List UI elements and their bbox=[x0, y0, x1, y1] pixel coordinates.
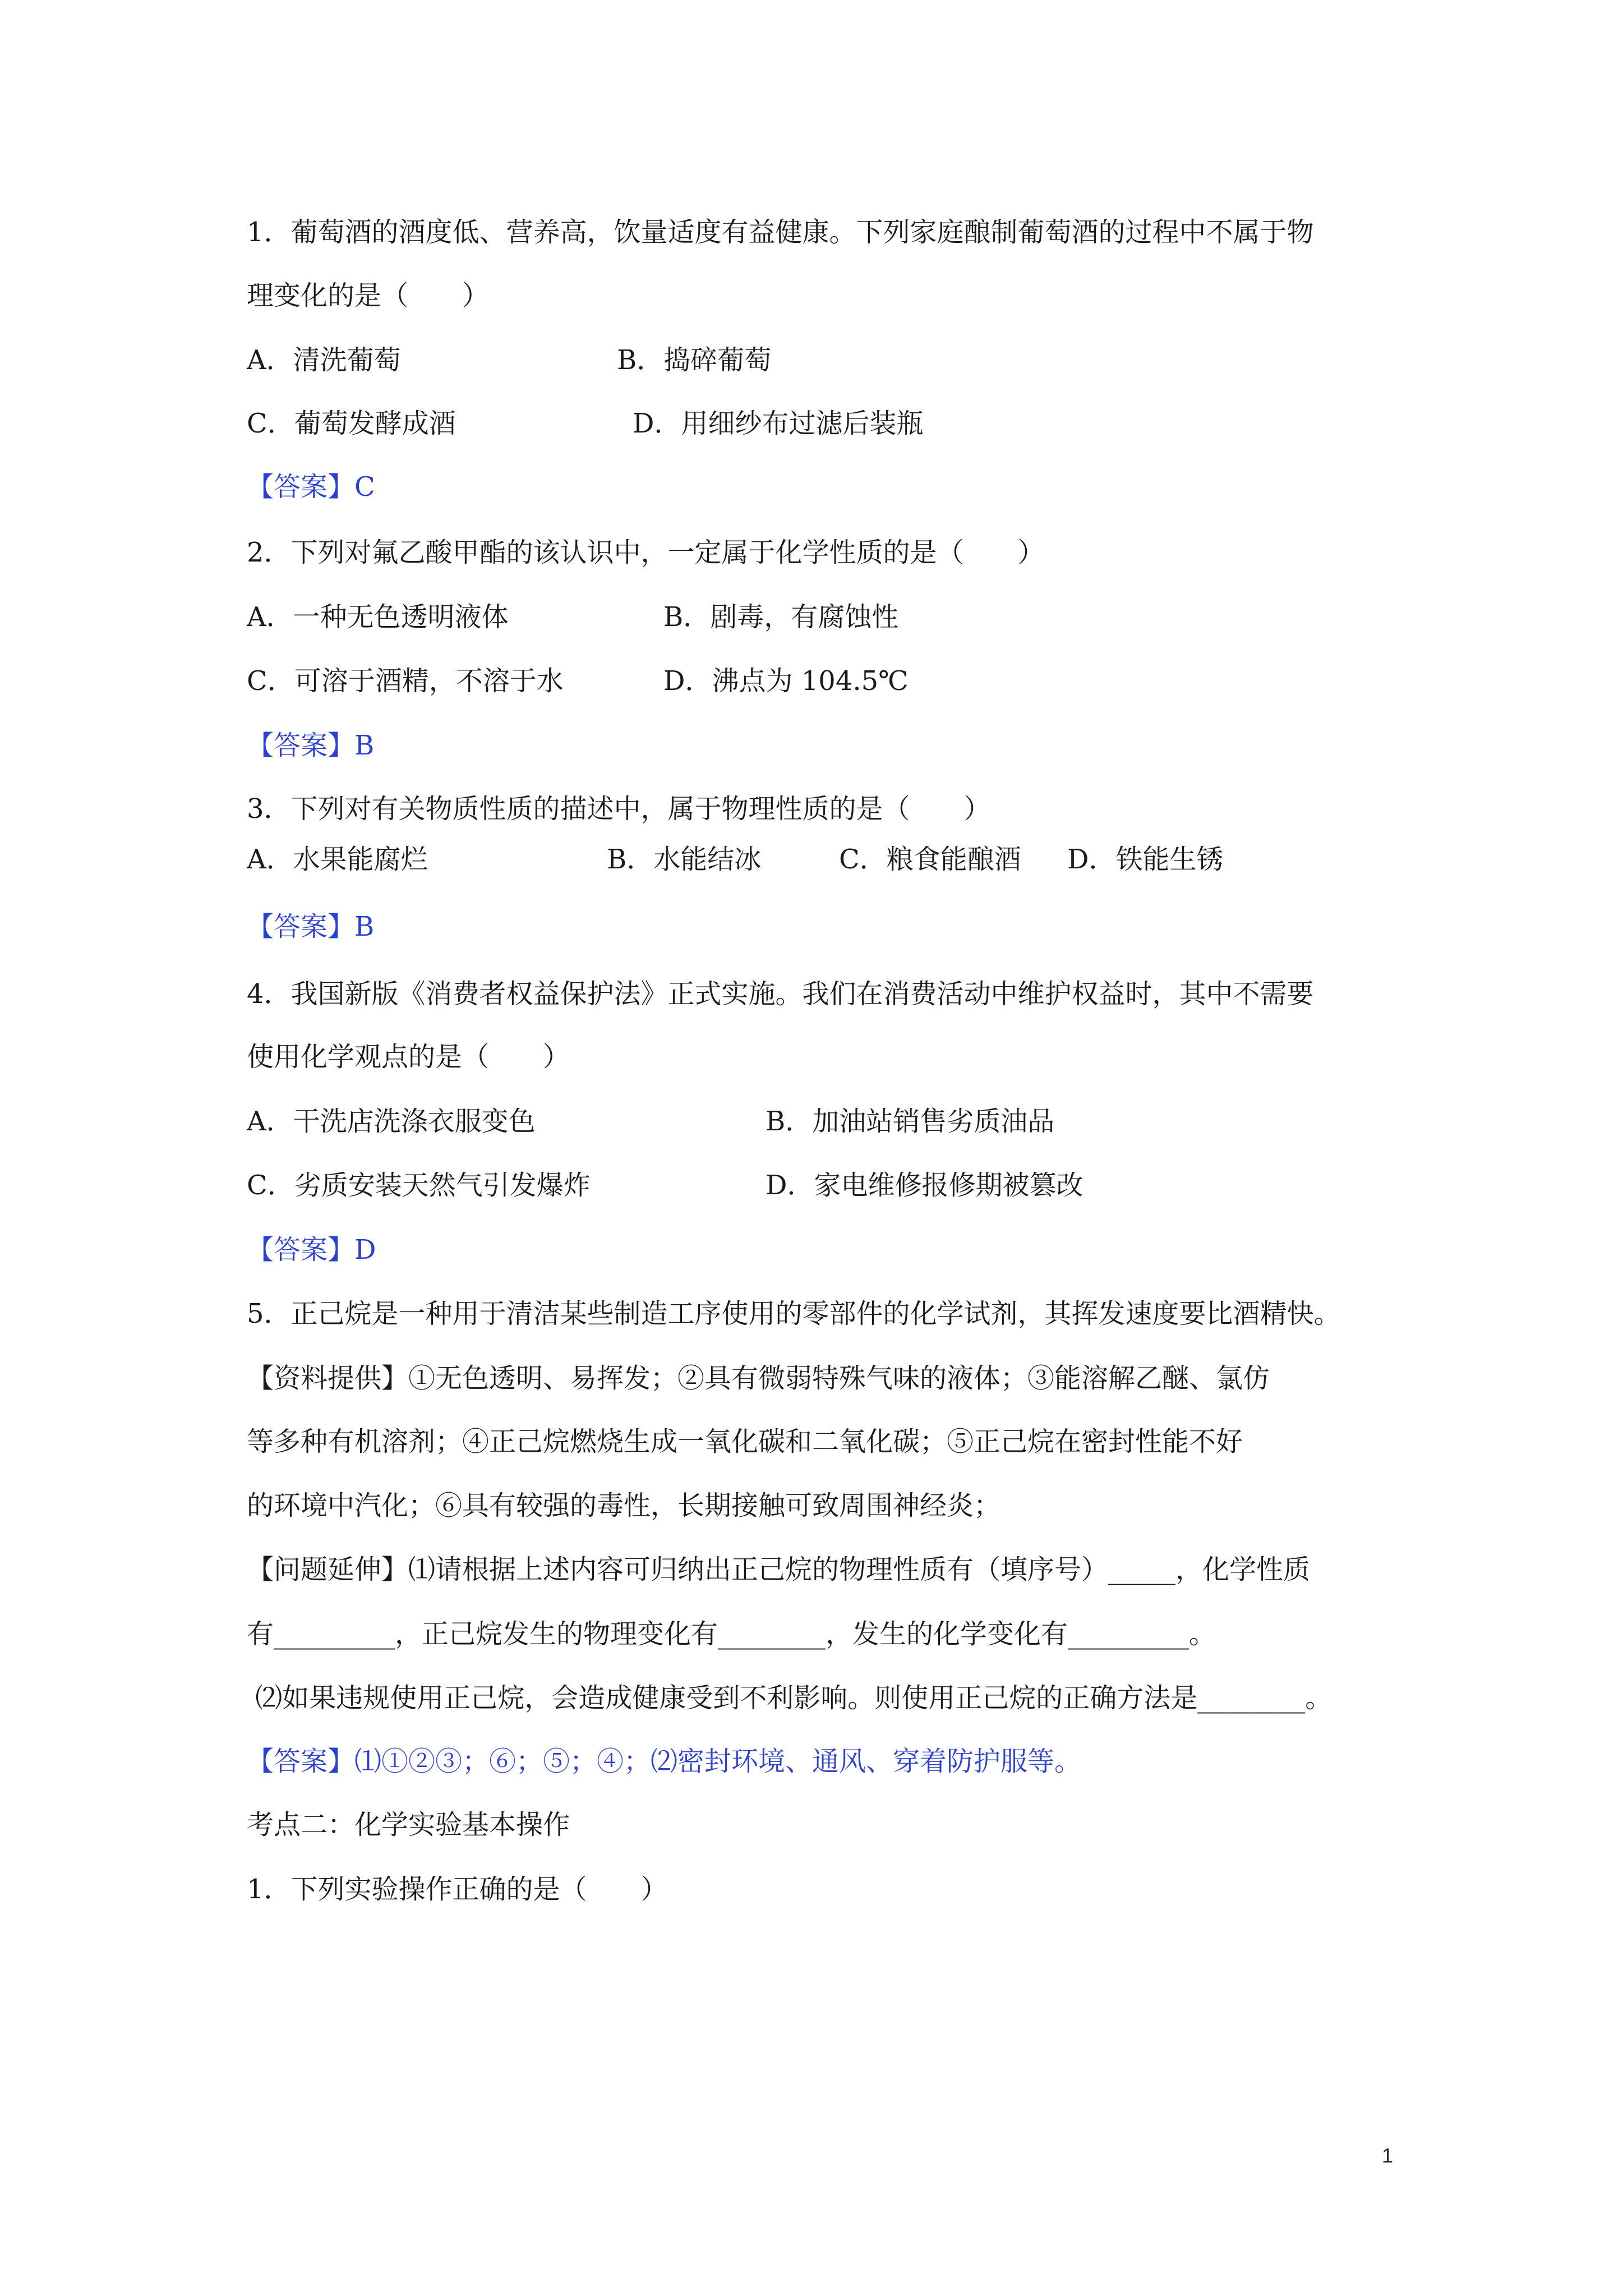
q1-option-c: C．葡萄发酵成酒 bbox=[247, 408, 456, 439]
q5-question-line3: ⑵如果违规使用正己烷，会造成健康受到不利影响。则使用正己烷的正确方法是________。 bbox=[247, 1682, 1332, 1714]
q5-info-line3: 的环境中汽化；⑥具有较强的毒性，长期接触可致周围神经炎； bbox=[247, 1490, 1001, 1521]
q3-option-c: C．粮食能酿酒 bbox=[839, 844, 1021, 875]
q4-answer: 【答案】D bbox=[247, 1234, 376, 1266]
q1-option-d: D．用细纱布过滤后装瓶 bbox=[633, 408, 924, 439]
q5-info-line2: 等多种有机溶剂；④正己烷燃烧生成一氧化碳和二氧化碳；⑤正己烷在密封性能不好 bbox=[247, 1426, 1243, 1457]
q5-question-line2: 有_________，正己烷发生的物理变化有________，发生的化学变化有_________。 bbox=[247, 1618, 1216, 1650]
section2-q1-stem: 1．下列实验操作正确的是（ ） bbox=[247, 1874, 668, 1905]
q2-option-d: D．沸点为 104.5℃ bbox=[663, 665, 909, 697]
section2-heading: 考点二：化学实验基本操作 bbox=[247, 1809, 570, 1841]
q5-answer bbox=[247, 1743, 1081, 1779]
q1-stem-line2: 理变化的是（ ） bbox=[247, 280, 490, 311]
q2-option-a: A．一种无色透明液体 bbox=[247, 601, 509, 633]
q2-option-c: C．可溶于酒精，不溶于水 bbox=[247, 665, 564, 697]
q4-stem-line1: 4．我国新版《消费者权益保护法》正式实施。我们在消费活动中维护权益时，其中不需要 bbox=[247, 978, 1314, 1010]
q4-option-b: B．加油站销售劣质油品 bbox=[766, 1106, 1055, 1137]
q3-option-a: A．水果能腐烂 bbox=[247, 844, 428, 875]
q5-question-line1: 【问题延伸】⑴请根据上述内容可归纳出正己烷的物理性质有（填序号）_____，化学性质 bbox=[247, 1554, 1311, 1585]
q4-option-d: D．家电维修报修期被篡改 bbox=[766, 1170, 1083, 1201]
q5-answer-text: ⑴①②③；⑥；⑤；④；⑵密封环境、通风、穿着防护服等。 bbox=[354, 1746, 1082, 1777]
q3-stem-line1: 3．下列对有关物质性质的描述中，属于物理性质的是（ ） bbox=[247, 793, 991, 825]
q1-stem-line1: 1．葡萄酒的酒度低、营养高，饮量适度有益健康。下列家庭酿制葡萄酒的过程中不属于物 bbox=[247, 217, 1314, 248]
q2-option-b: B．剧毒，有腐蚀性 bbox=[663, 601, 899, 633]
q4-stem-line2: 使用化学观点的是（ ） bbox=[247, 1041, 570, 1073]
q3-answer: 【答案】B bbox=[247, 911, 375, 942]
page-number: 1 bbox=[1381, 2144, 1393, 2167]
q1-option-b: B．捣碎葡萄 bbox=[617, 344, 772, 376]
q5-info-line1: 【资料提供】①无色透明、易挥发；②具有微弱特殊气味的液体；③能溶解乙醚、氯仿 bbox=[247, 1363, 1270, 1394]
q3-option-d: D．铁能生锈 bbox=[1067, 844, 1224, 875]
q5-stem-line1: 5．正己烷是一种用于清洁某些制造工序使用的零部件的化学试剂，其挥发速度要比酒精快。 bbox=[247, 1298, 1341, 1329]
q2-answer: 【答案】B bbox=[247, 730, 375, 761]
q4-option-a: A．干洗店洗涤衣服变色 bbox=[247, 1106, 536, 1137]
q2-stem-line1: 2．下列对氟乙酸甲酯的该认识中，一定属于化学性质的是（ ） bbox=[247, 537, 1045, 568]
q1-answer: 【答案】C bbox=[247, 471, 375, 503]
q5-answer-label: 【答案】 bbox=[247, 1746, 355, 1777]
q1-option-a: A．清洗葡萄 bbox=[247, 344, 401, 376]
q3-option-b: B．水能结冰 bbox=[607, 844, 762, 875]
q4-option-c: C．劣质安装天然气引发爆炸 bbox=[247, 1170, 591, 1201]
